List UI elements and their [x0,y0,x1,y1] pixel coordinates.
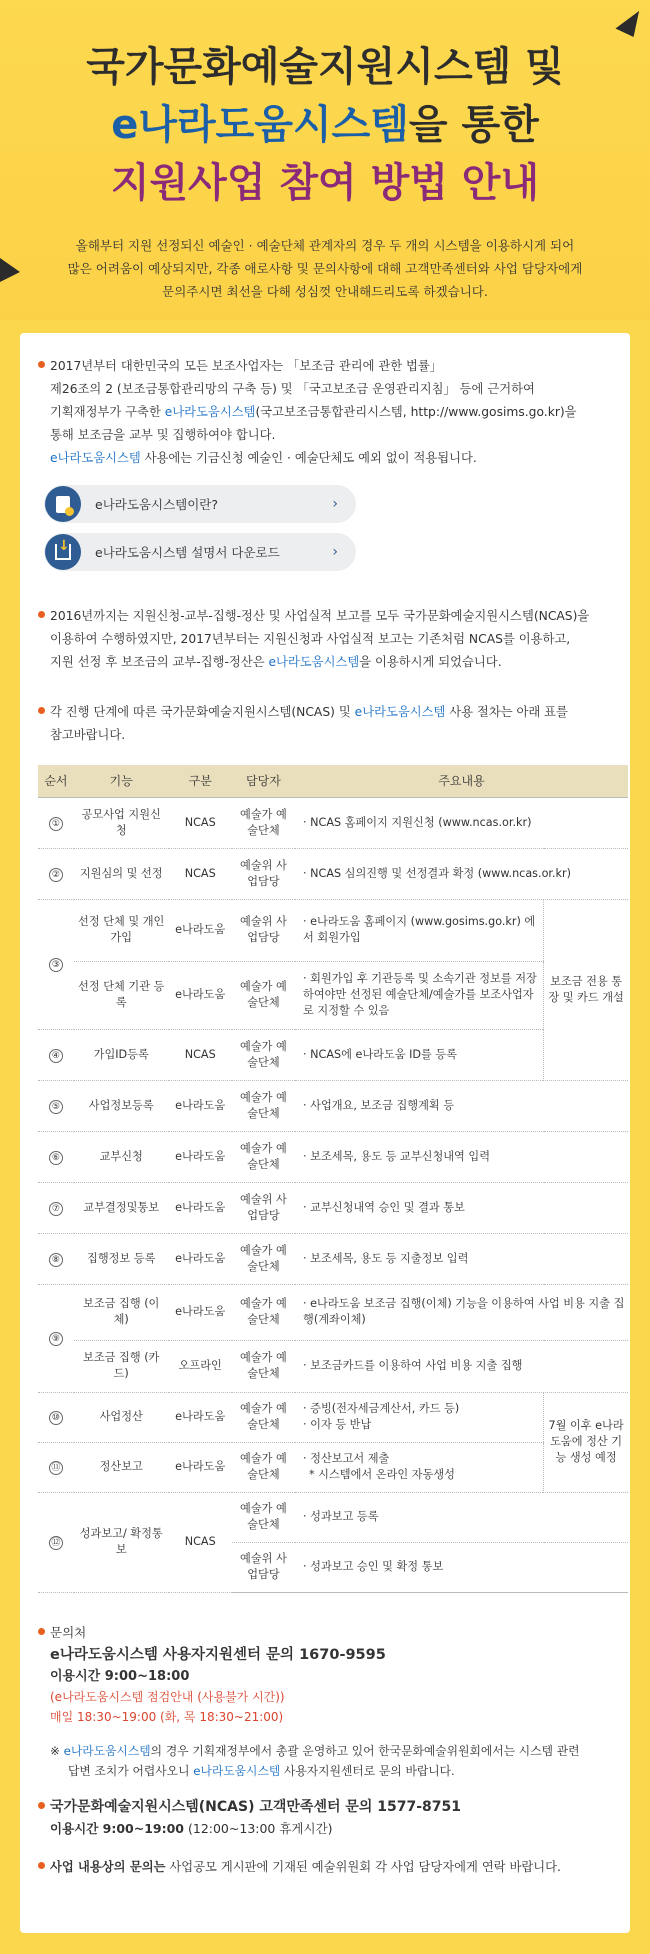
header-owner: 담당자 [232,765,295,797]
bullet-icon [38,1862,45,1869]
bullet-icon [38,1628,45,1635]
table-row: ⑪ 정산보고 e나라도움 예술가 예술단체 · 정산보고서 제출 * 시스템에서 온라인 자동생성 [38,1442,628,1492]
table-row: 보조금 집행 (카드) 오프라인 예술가 예술단체 · 보조금카드를 이용하여 사업 비용 지출 집행 [38,1340,628,1392]
content-card [20,333,630,1933]
document-icon [45,486,81,522]
chevron-right-icon: › [332,544,338,560]
enara-support-center: e나라도움시스템 사용자지원센터 문의 1670-9595 [50,1647,386,1663]
chevron-right-icon: › [332,496,338,512]
contact-section: 문의처 e나라도움시스템 사용자지원센터 문의 1670-9595 이용시간 9:00~18:00 (e나라도움시스템 점검안내 (사용불가 시간)) 매일 18:30~19:00 (화, 목 18:30~21:00) ※ e나라도움시스템의 경우 기획재정부에서 총괄 운영하고 있어 한국문화예술위원회에서는 시스템 관련 답변 조치가 어렵사오니 e나라도움시스템 사용자지원센터로 문의 바랍니다. 국가문화예술지원시스템(NCAS) 고객만족센터 문의 1577-8751 이용시간 9:00~19:00 (12:00~13:00 휴게시간) 사업 내용상의 문의는 사업공모 게시판에 기재된 예술위원회 각 사업 담당자에게 연락 바랍니다. [38,1623,628,1877]
table-row: 예술위 사업담당 · 성과보고 승인 및 확정 통보 [38,1542,628,1592]
bullet-icon [38,1802,45,1809]
table-row: ⑦ 교부결정및통보 e나라도움 예술위 사업담당 · 교부신청내역 승인 및 결과 통보 [38,1182,628,1233]
title-line1: 국가문화예술지원시스템 및 [86,44,564,90]
table-row: 선정 단체 기관 등록 e나라도움 예술가 예술단체 · 회원가입 후 기관등록 및 소속기관 정보를 저장하여야만 선정된 예술단체/예술가를 보조사업자로 지정할 수 있음 [38,961,628,1029]
table-row: ⑨ 보조금 집행 (이체) e나라도움 예술가 예술단체 · e나라도움 보조금 집행(이체) 기능을 이용하여 사업 비용 지출 집행(계좌이체) [38,1284,628,1340]
settlement-note: 7월 이후 e나라도움에 정산 기능 생성 예정 [544,1392,628,1492]
table-row: ⑫ 성과보고/ 확정통보 NCAS 예술가 예술단체 · 성과보고 등록 [38,1492,628,1542]
table-row: ⑥ 교부신청 e나라도움 예술가 예술단체 · 보조세목, 용도 등 교부신청내역 입력 [38,1131,628,1182]
table-row: ⑤ 사업정보등록 e나라도움 예술가 예술단체 · 사업개요, 보조금 집행계획 등 [38,1080,628,1131]
section-law: 2017년부터 대한민국의 모든 보조사업자는 「보조금 관리에 관한 법률」 제26조의 2 (보조금통합관리망의 구축 등) 및 「국고보조금 운영관리지침」 등에 근거하여 기획재정부가 구축한 e나라도움시스템(국고보조금통합관리시스템, http://www.gosims.go.kr)을 통해 보조금을 교부 및 집행하여야 합니다. e나라도움시스템 사용에는 기금신청 예술인 · 예술단체도 예외 없이 적용됩니다. [38,355,628,470]
business-inquiry: 사업 내용상의 문의는 사업공모 게시판에 기재된 예술위원회 각 사업 담당자에게 연락 바랍니다. [38,1857,628,1877]
triangle-decoration-icon [0,258,20,282]
table-row: ③ 선정 단체 및 개인 가입 e나라도움 예술위 사업담당 · e나라도움 홈페이지 (www.gosims.go.kr) 에서 회원가입 보조금 전용 통장 및 카드 개설 [38,899,628,961]
triangle-decoration-icon [615,5,644,37]
table-row: ② 지원심의 및 선정 NCAS 예술위 사업담당 · NCAS 심의진행 및 선정결과 확정 (www.ncas.or.kr) [38,848,628,899]
download-icon [45,534,81,570]
table-row: ⑩ 사업정산 e나라도움 예술가 예술단체 · 증빙(전자세금계산서, 카드 등) · 이자 등 반납 7월 이후 e나라도움에 정산 기능 생성 예정 [38,1392,628,1442]
table-row: ⑧ 집행정보 등록 e나라도움 예술가 예술단체 · 보조세목, 용도 등 지출정보 입력 [38,1233,628,1284]
intro-text: 올해부터 지원 선정되신 예술인 · 예술단체 관계자의 경우 두 개의 시스템을 이용하시게 되어 많은 어려움이 예상되지만, 각종 애로사항 및 문의사항에 대해 고객만족센터와 사업 담당자에게 문의주시면 최선을 다해 성심껏 안내해드리도록 하겠습니다. [67,238,583,299]
page-title [0,38,650,212]
header-function: 기능 [74,765,169,797]
bullet-icon [38,361,45,368]
section-history: 2016년까지는 지원신청-교부-집행-정산 및 사업실적 보고를 모두 국가문화예술지원시스템(NCAS)을 이용하여 수행하였지만, 2017년부터는 지원신청과 사업실적 보고는 기존처럼 NCAS를 이용하고, 지원 선정 후 보조금의 교부-집행-정산은 e나라도움시스템을 이용하시게 되었습니다. [38,605,628,674]
header-content: 주요내용 [295,765,628,797]
header-banner [0,0,650,320]
header-order: 순서 [38,765,74,797]
table-row: ④ 가입ID등록 NCAS 예술가 예술단체 · NCAS에 e나라도움 ID를 등록 [38,1029,628,1080]
manual-download-button[interactable]: ↓ e나라도움시스템 설명서 다운로드 › [44,533,356,571]
table-header-row [38,765,628,797]
title-line3: 지원사업 참여 방법 안내 [110,160,540,206]
procedure-table [38,765,628,1593]
section-table-intro: 각 진행 단계에 따른 국가문화예술지원시스템(NCAS) 및 e나라도움시스템 사용 절차는 아래 표를 참고바랍니다. [38,701,628,747]
title-line2: e나라도움시스템을 통한 [111,102,539,148]
bullet-icon [38,611,45,618]
header-system: 구분 [169,765,232,797]
bullet-icon [38,707,45,714]
table-row: ① 공모사업 지원신청 NCAS 예술가 예술단체 · NCAS 홈페이지 지원신청 (www.ncas.or.kr) [38,797,628,848]
about-enara-button[interactable]: e나라도움시스템이란? › [44,485,356,523]
ncas-support-center: 국가문화예술지원시스템(NCAS) 고객만족센터 문의 1577-8751 [38,1795,628,1819]
account-card-note: 보조금 전용 통장 및 카드 개설 [544,899,628,1080]
